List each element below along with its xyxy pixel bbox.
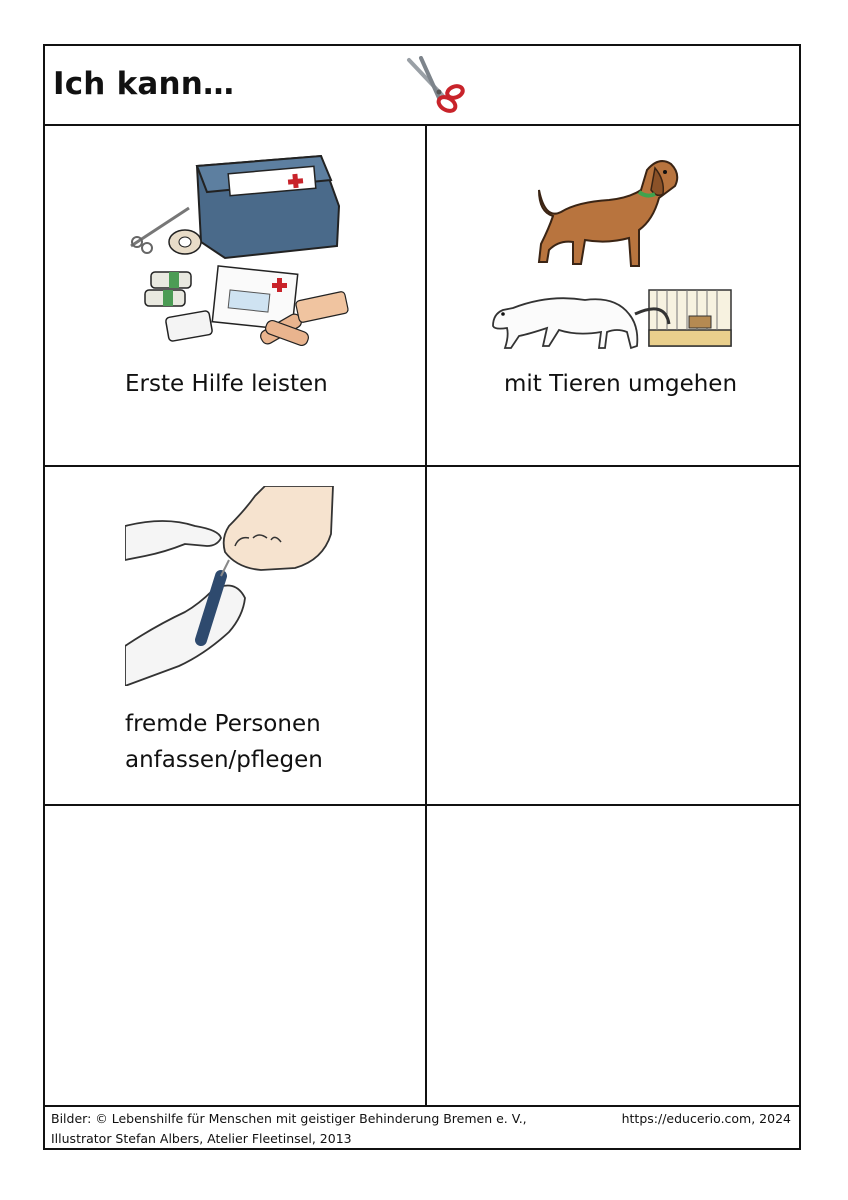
credit-line-2: Illustrator Stefan Albers, Atelier Fleetinsel, 2013 [51,1131,352,1146]
cell-empty-2 [45,806,425,1105]
source-link[interactable]: https://educerio.com, 2024 [621,1111,791,1126]
cell-empty-1 [427,467,799,804]
cell-empty-3 [427,806,799,1105]
cell-label-foot-care-2: anfassen/pflegen [125,747,323,773]
first-aid-kit-icon [125,146,355,346]
credit-line-1: Bilder: © Lebenshilfe für Menschen mit geistiger Behinderung Bremen e. V., [51,1111,527,1126]
worksheet [43,44,801,1150]
footer [45,1105,799,1150]
cell-label-first-aid: Erste Hilfe leisten [125,371,328,397]
scissors-icon [403,56,467,116]
cell-label-animals: mit Tieren umgehen [504,371,738,397]
cell-label-foot-care-1: fremde Personen [125,711,321,737]
image-credit [51,1109,571,1149]
page-title: Ich kann… [53,66,235,102]
header [45,46,799,126]
animals-icon [489,150,739,350]
foot-care-icon [125,486,335,686]
